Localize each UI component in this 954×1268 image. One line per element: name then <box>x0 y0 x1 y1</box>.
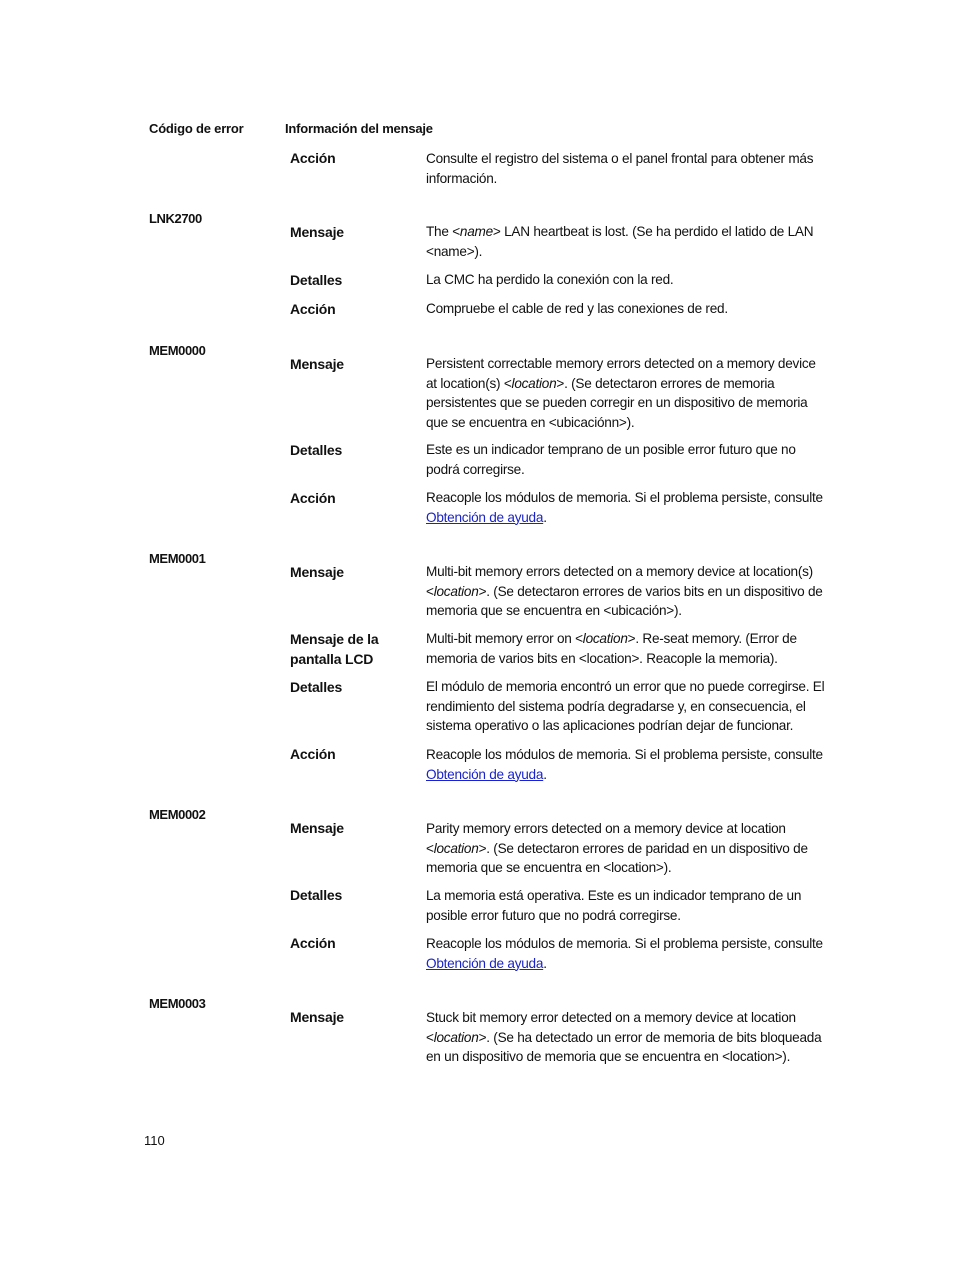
accion-label: Acción <box>290 150 336 166</box>
accion-label: Acción <box>290 301 336 317</box>
error-code-lnk2700: LNK2700 <box>149 211 202 226</box>
mensaje-text: The <name> LAN heartbeat is lost. (Se ha perdido el latido de LAN <name>). <box>426 224 814 259</box>
error-code-mem0000: MEM0000 <box>149 343 206 358</box>
accion-text: Reacople los módulos de memoria. Si el problema persiste, consulte Obtención de ayuda. <box>426 490 823 525</box>
accion-label: Acción <box>290 490 336 506</box>
detalles-label: Detalles <box>290 679 343 695</box>
column-header-code: Código de error <box>149 121 244 136</box>
accion-label: Acción <box>290 746 336 762</box>
mensaje-text: Persistent correctable memory errors detected on a memory device at location(s) <location>. (Se detectaron errores de memoria persistentes que se pueden corregir en un dispositivo de memoria que se encuentra en <ubicaciónn>). <box>426 356 816 430</box>
page-number: 110 <box>144 1133 165 1148</box>
detalles-text: Este es un indicador temprano de un posible error futuro que no podrá corregirse. <box>426 442 796 477</box>
detalles-label: Detalles <box>290 272 343 288</box>
error-code-mem0001: MEM0001 <box>149 551 206 566</box>
error-code-mem0002: MEM0002 <box>149 807 206 822</box>
accion-text: Reacople los módulos de memoria. Si el problema persiste, consulte Obtención de ayuda. <box>426 747 823 782</box>
mensaje-text: Parity memory errors detected on a memory device at location <location>. (Se detectaron errores de paridad en un dispositivo de memoria que se encuentra en <location>). <box>426 821 808 875</box>
help-link[interactable]: Obtención de ayuda <box>426 955 544 971</box>
lcd-text: Multi-bit memory error on <location>. Re-seat memory. (Error de memoria de varios bits en <location>. Reacople la memoria). <box>426 631 797 666</box>
column-header-info: Información del mensaje <box>285 121 433 136</box>
mensaje-text: Stuck bit memory error detected on a memory device at location <location>. (Se ha detectado un error de memoria de bits bloqueada en un dispositivo de memoria que se encuentra en <location>). <box>426 1010 822 1064</box>
help-link[interactable]: Obtención de ayuda <box>426 509 544 525</box>
mensaje-label: Mensaje <box>290 356 344 372</box>
detalles-text: La CMC ha perdido la conexión con la red. <box>426 272 674 287</box>
accion-text: Reacople los módulos de memoria. Si el problema persiste, consulte Obtención de ayuda. <box>426 936 823 971</box>
lcd-label: Mensaje de la pantalla LCD <box>290 631 379 667</box>
mensaje-label: Mensaje <box>290 224 344 240</box>
help-link[interactable]: Obtención de ayuda <box>426 766 544 782</box>
detalles-label: Detalles <box>290 887 343 903</box>
detalles-text: El módulo de memoria encontró un error que no puede corregirse. El rendimiento del sistema podría degradarse y, en consecuencia, el sistema operativo o las aplicaciones podrían dejar de funcionar. <box>426 679 825 733</box>
detalles-label: Detalles <box>290 442 343 458</box>
mensaje-text: Multi-bit memory errors detected on a memory device at location(s) <location>. (Se detectaron errores de varios bits en un dispositivo de memoria que se encuentra en <ubicación>). <box>426 564 823 618</box>
accion-text: Compruebe el cable de red y las conexiones de red. <box>426 301 728 316</box>
error-code-mem0003: MEM0003 <box>149 996 206 1011</box>
detalles-text: La memoria está operativa. Este es un indicador temprano de un posible error futuro que no podrá corregirse. <box>426 888 802 923</box>
accion-text: Consulte el registro del sistema o el panel frontal para obtener más información. <box>426 151 814 186</box>
mensaje-label: Mensaje <box>290 1009 344 1025</box>
mensaje-label: Mensaje <box>290 564 344 580</box>
accion-label: Acción <box>290 935 336 951</box>
mensaje-label: Mensaje <box>290 820 344 836</box>
